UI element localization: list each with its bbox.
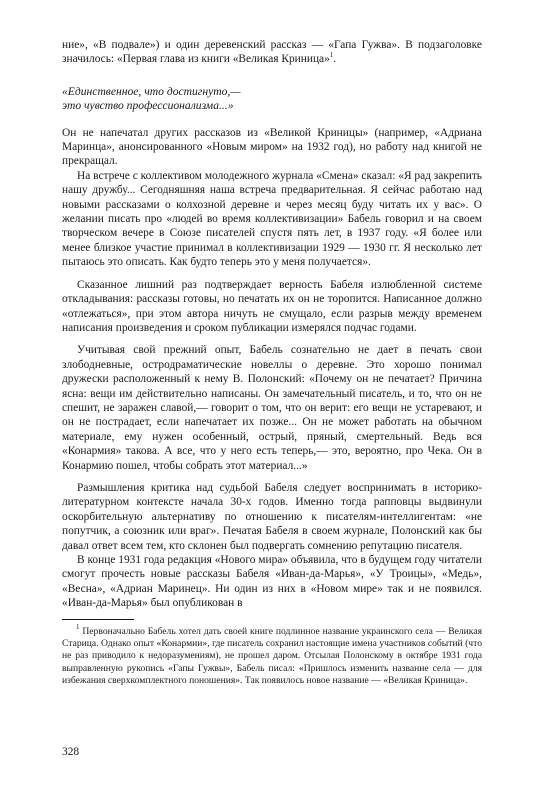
footnote-divider [62, 619, 134, 620]
continuation-paragraph [62, 38, 482, 67]
continuation-tail: . [333, 53, 337, 66]
paragraph-4: Учитывая свой прежний опыт, Бабель сознательно не дает в печать свои злободневные, остродраматические новеллы о деревне. Это хорошо понимал дружески расположенный к нему В. Полонский: «Почему он не печатает? Причина ясна: вещи им действительно написаны. Он замечательный писатель, и то, что он не спешит, не заражен славой,— говорит о том, что он верит: его вещи не устаревают, и он не пострадает, если напечатает их позже... Он не может работать на обычном материале, ему нужен особенный, острый, пряный, смертельный. Ведь вся «Конармия» такова. А все, что у него есть теперь,— это, вероятно, про Чека. Он в Конармию пошел, чтобы собрать этот материал...» [62, 344, 482, 472]
continuation-text: ние», «В подвале») и один деревенский рассказ — «Гапа Гужва». В подзаголовке значилось: «Первая глава из книги «Великая Криница» [62, 39, 482, 66]
footnote-text: Первоначально Бабель хотел дать своей книге подлинное название украинского села — Великая Старица. Однако опыт «Конармии», где писатель сохранил настоящие имена участников событий (что не раз приводило к недоразумениям), не прошел даром. Отсылая Полонскому в октябре 1931 года выправленную рукопись «Гапы Гужвы», Бабель писал: «Пришлось изменить название села — для избежания сверхкомплектного поношения». Так появилось новое название — «Великая Криница». [62, 625, 482, 687]
footnote [62, 622, 482, 688]
paragraph-1: Он не напечатал других рассказов из «Великой Криницы» (например, «Адриана Маринца», анонсированного «Новым миром» на 1932 год), но работу над книгой не прекращал. [62, 126, 482, 168]
paragraph-6: В конце 1931 года редакция «Нового мира» объявила, что в будущем году читатели смогут прочесть новые рассказы Бабеля «Иван-да-Марья», «У Троицы», «Медь», «Весна», «Адриан Маринец». Ни один из них в «Новом мире» так и не появился. «Иван-да-Марья» был опубликован в [62, 554, 482, 610]
section-title [62, 85, 482, 114]
section-title-line-2: это чувство профессионализма...» [62, 99, 234, 113]
paragraph-5: Размышления критика над судьбой Бабеля следует воспринимать в историко-литературном контексте начала 30-х годов. Именно тогда рапповцы выдвинули оскорбительную альтернативу по отношению к писателям-интеллигентам: «не попутчик, а союзник или враг». Печатая Бабеля в своем журнале, Полонский как бы давал ответ всем тем, кто склонен был подвергать сомнению репутацию писателя. [62, 481, 482, 552]
footnote-reference: 1 [329, 51, 334, 60]
section-title-line-1: «Единственное, что достигнуто,— [62, 84, 241, 98]
paragraph-3: Сказанное лишний раз подтверждает верность Бабеля излюбленной системе откладывания: рассказы готовы, но печатать их он не торопится. Написанное должно «отлежаться», при этом автора ничуть не смущало, если разрыв между временем написания произведения и сроком публикации измерялся подчас годами. [62, 278, 482, 334]
page-body [62, 38, 482, 688]
paragraph-2: На встрече с коллективом молодежного журнала «Смена» сказал: «Я рад закрепить нашу дружбу... Сегодняшняя наша встреча предварительная. Я сейчас работаю над новыми рассказами о колхозной деревне и через месяц буду читать их у вас». О желании писать про «людей во время коллективизации» Бабель говорил и на своем творческом вечере в Союзе писателей спустя пять лет, в 1937 году. «Я более или менее близкое участие принимал в коллективизации 1929 — 1930 гг. Я несколько лет пытаюсь это описать. Как будто теперь это у меня получается». [62, 169, 482, 269]
footnote-marker: 1 [76, 622, 80, 631]
page-number: 328 [62, 746, 80, 758]
